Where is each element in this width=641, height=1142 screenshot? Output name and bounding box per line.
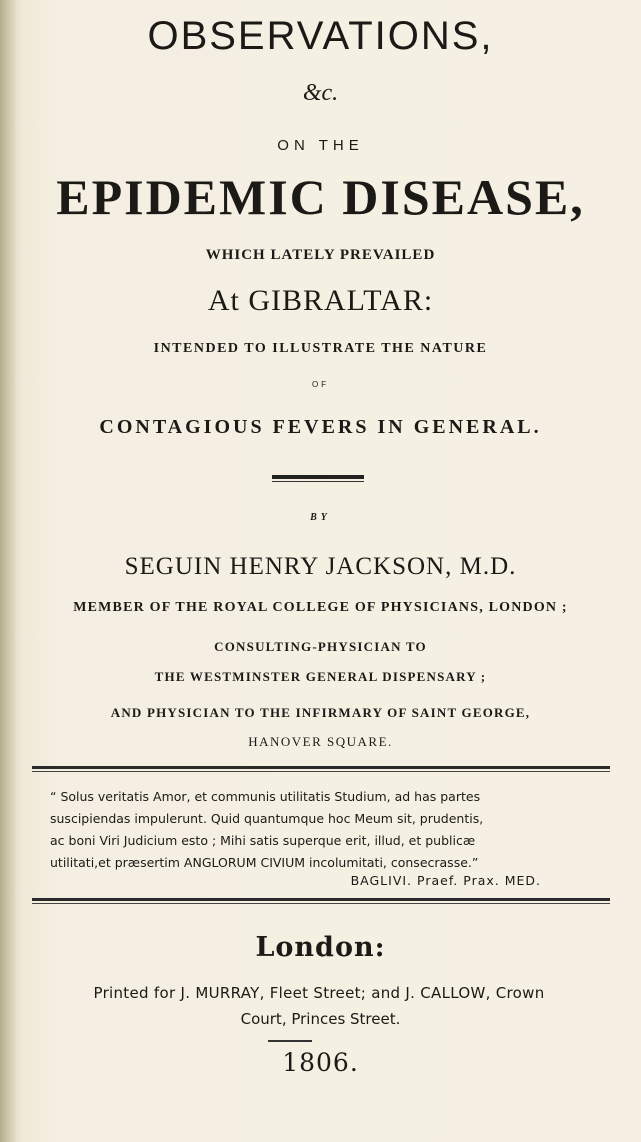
imprint-printer-line-1: Printed for J. MURRAY, Fleet Street; and J. CALLOW, Crown (93, 984, 545, 1002)
author-credential-physician: AND PHYSICIAN TO THE INFIRMARY OF SAINT GEORGE, (110, 705, 531, 720)
epigraph-line: utilitati,et præsertim ANGLORUM CIVIUM incolumitati, consecrasse.” (50, 855, 479, 870)
author-credential-westminster: THE WESTMINSTER GENERAL DISPENSARY ; (154, 669, 487, 684)
double-rule-top (32, 766, 610, 769)
author-credential-consulting: CONSULTING-PHYSICIAN TO (214, 639, 427, 654)
epigraph-attribution: BAGLIVI. Praef. Prax. MED. (350, 873, 541, 888)
imprint-rule (268, 1040, 312, 1042)
epigraph-line: ac boni Viri Judicium esto ; Mihi satis superque erit, illud, et publicæ (50, 833, 476, 848)
intended-line: INTENDED TO ILLUSTRATE THE NATURE (153, 341, 488, 356)
book-title: OBSERVATIONS, (147, 14, 494, 58)
which-line: WHICH LATELY PREVAILED (205, 247, 436, 263)
author-name: SEGUIN HENRY JACKSON, M.D. (124, 553, 517, 580)
imprint-city: London: (255, 932, 386, 963)
author-credential-hanover: HANOVER SQUARE. (248, 734, 393, 749)
epigraph-line: “ Solus veritatis Amor, et communis utilitatis Studium, ad has partes (50, 789, 481, 804)
place-heading: At GIBRALTAR: (207, 284, 434, 317)
imprint-printer-line-2: Court, Princes Street. (240, 1010, 401, 1028)
epigraph (50, 786, 570, 874)
of-line: OF (311, 380, 330, 389)
imprint-year: 1806. (282, 1048, 359, 1077)
etcetera: &c. (302, 80, 339, 106)
author-credential-member: MEMBER OF THE ROYAL COLLEGE OF PHYSICIANS, LONDON ; (73, 600, 568, 615)
ornamental-rule (272, 475, 364, 479)
double-rule-bottom (32, 898, 610, 901)
on-the-line: ON THE (277, 137, 364, 154)
by-line: BY (310, 512, 331, 523)
contagious-line: CONTAGIOUS FEVERS IN GENERAL. (99, 416, 542, 438)
subject-heading: EPIDEMIC DISEASE, (56, 169, 585, 225)
epigraph-line: suscipiendas impulerunt. Quid quantumque hoc Meum sit, prudentis, (50, 811, 484, 826)
